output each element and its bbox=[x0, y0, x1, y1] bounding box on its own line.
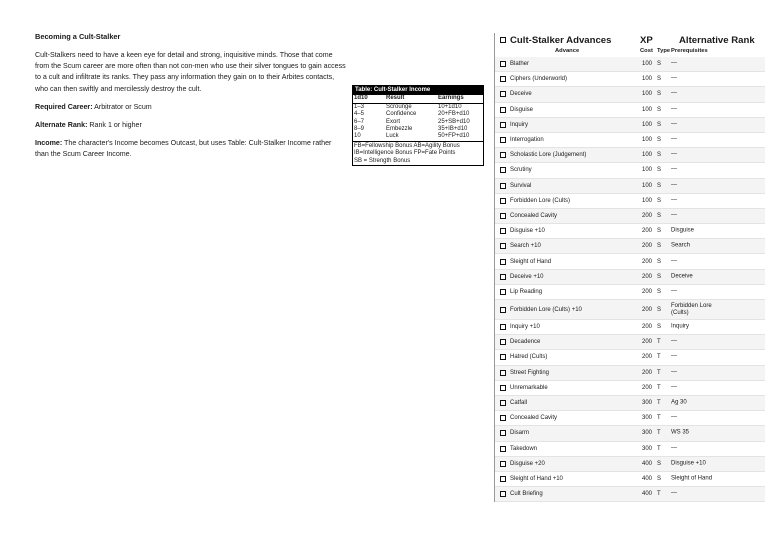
advance-row bbox=[495, 335, 765, 350]
advance-cost: 100 bbox=[641, 106, 652, 113]
advance-name: Disguise +10 bbox=[510, 228, 545, 235]
checkbox-icon[interactable] bbox=[500, 213, 506, 219]
advance-row bbox=[495, 72, 765, 87]
advance-cost: 300 bbox=[641, 400, 652, 407]
income-earnings: 35+IB+d10 bbox=[438, 126, 468, 133]
advance-type: T bbox=[657, 400, 661, 407]
advance-type: S bbox=[657, 258, 662, 265]
advance-prereq: — bbox=[671, 75, 677, 82]
advance-cost: 100 bbox=[641, 152, 652, 159]
advance-row bbox=[495, 487, 765, 502]
income-row bbox=[353, 133, 483, 140]
income-note: FB=Fellowship Bonus AB=Agility Bonus bbox=[354, 142, 460, 149]
income-result: Scrounge bbox=[386, 103, 412, 110]
checkbox-icon bbox=[500, 37, 506, 43]
advance-cost: 200 bbox=[641, 339, 652, 346]
checkbox-icon[interactable] bbox=[500, 274, 506, 280]
advance-name: Blather bbox=[510, 61, 530, 68]
advance-name: Disguise +20 bbox=[510, 460, 545, 467]
advance-prereq: — bbox=[671, 90, 677, 97]
advance-type: S bbox=[657, 76, 662, 83]
advance-prereq: — bbox=[671, 288, 677, 295]
advance-cost: 400 bbox=[641, 460, 652, 467]
income bbox=[35, 138, 347, 160]
advance-name: Street Fighting bbox=[510, 369, 550, 376]
income-table bbox=[352, 85, 484, 166]
advance-name: Forbidden Lore (Cults) bbox=[510, 197, 571, 204]
checkbox-icon[interactable] bbox=[500, 400, 506, 406]
advance-type: S bbox=[657, 106, 662, 113]
advance-name: Inquiry +10 bbox=[510, 324, 540, 331]
advance-cost: 200 bbox=[641, 228, 652, 235]
advance-name: Concealed Cavity bbox=[510, 212, 558, 219]
checkbox-icon[interactable] bbox=[500, 152, 506, 158]
advance-cost: 100 bbox=[641, 61, 652, 68]
advance-prereq: — bbox=[671, 182, 677, 189]
advance-row bbox=[495, 254, 765, 269]
advance-prereq: — bbox=[671, 338, 677, 345]
advance-cost: 200 bbox=[641, 354, 652, 361]
advance-cost: 200 bbox=[641, 258, 652, 265]
xp-title: XP bbox=[640, 35, 653, 46]
advance-cost: 200 bbox=[641, 243, 652, 250]
required-career-value: Arbitrator or Scum bbox=[92, 102, 152, 111]
advances-table bbox=[494, 33, 765, 502]
advance-name: Disguise bbox=[510, 106, 534, 113]
checkbox-icon[interactable] bbox=[500, 307, 506, 313]
advance-type: S bbox=[657, 228, 662, 235]
advance-prereq: — bbox=[671, 60, 677, 67]
advance-type: S bbox=[657, 475, 662, 482]
advance-type: T bbox=[657, 339, 661, 346]
alternate-rank bbox=[35, 120, 347, 131]
advance-type: S bbox=[657, 121, 662, 128]
advance-name: Search +10 bbox=[510, 243, 541, 250]
rank-title: Alternative Rank bbox=[679, 35, 755, 46]
advance-row bbox=[495, 103, 765, 118]
checkbox-icon[interactable] bbox=[500, 228, 506, 234]
advance-prereq: — bbox=[671, 384, 677, 391]
advance-row bbox=[495, 366, 765, 381]
checkbox-icon[interactable] bbox=[500, 385, 506, 391]
income-header-result: Result bbox=[385, 95, 437, 103]
advance-row bbox=[495, 148, 765, 163]
checkbox-icon[interactable] bbox=[500, 107, 506, 113]
col-cost: Cost bbox=[640, 48, 653, 54]
income-header-earnings: Earnings bbox=[437, 95, 483, 103]
required-career-label: Required Career: bbox=[35, 102, 93, 111]
advance-type: S bbox=[657, 273, 662, 280]
col-prereq: Prerequisites bbox=[671, 48, 708, 54]
advance-cost: 100 bbox=[641, 137, 652, 144]
advance-type: T bbox=[657, 415, 661, 422]
advance-row bbox=[495, 224, 765, 239]
advance-prereq: — bbox=[671, 197, 677, 204]
income-result: Embezzle bbox=[386, 126, 413, 133]
advance-cost: 100 bbox=[641, 197, 652, 204]
advance-row bbox=[495, 194, 765, 209]
advance-row bbox=[495, 381, 765, 396]
advance-cost: 200 bbox=[641, 384, 652, 391]
checkbox-icon[interactable] bbox=[500, 61, 506, 67]
checkbox-icon[interactable] bbox=[500, 415, 506, 421]
income-label: Income: bbox=[35, 139, 63, 148]
advance-name: Takedown bbox=[510, 445, 538, 452]
advance-prereq: — bbox=[671, 151, 677, 158]
income-value: The character's Income becomes Outcast, but uses Table: Cult-Stalker Income rather than the Scum Career Income. bbox=[35, 139, 332, 159]
checkbox-icon[interactable] bbox=[500, 198, 506, 204]
advance-name: Inquiry bbox=[510, 121, 529, 128]
required-career bbox=[35, 102, 347, 113]
advance-row bbox=[495, 350, 765, 365]
advance-prereq: WS 35 bbox=[671, 429, 690, 436]
advance-name: Deceive +10 bbox=[510, 273, 544, 280]
checkbox-icon[interactable] bbox=[500, 461, 506, 467]
advance-type: S bbox=[657, 324, 662, 331]
income-roll: 6–7 bbox=[354, 118, 365, 125]
advance-type: T bbox=[657, 491, 661, 498]
advance-prereq: — bbox=[671, 369, 677, 376]
income-earnings: 20+FB+d10 bbox=[438, 111, 470, 118]
advance-type: S bbox=[657, 460, 662, 467]
advance-cost: 400 bbox=[641, 475, 652, 482]
advance-cost: 100 bbox=[641, 167, 652, 174]
checkbox-icon[interactable] bbox=[500, 324, 506, 330]
advance-name: Cult Briefing bbox=[510, 491, 543, 498]
checkbox-icon[interactable] bbox=[500, 167, 506, 173]
advance-type: T bbox=[657, 354, 661, 361]
advance-name: Hatred (Cults) bbox=[510, 354, 548, 361]
advance-prereq: — bbox=[671, 445, 677, 452]
advance-prereq: — bbox=[671, 490, 677, 497]
checkbox-icon[interactable] bbox=[500, 339, 506, 345]
advance-row bbox=[495, 300, 765, 320]
advance-row bbox=[495, 133, 765, 148]
advance-name: Unremarkable bbox=[510, 384, 548, 391]
advance-row bbox=[495, 411, 765, 426]
checkbox-icon[interactable] bbox=[500, 91, 506, 97]
section-heading: Becoming a Cult-Stalker bbox=[35, 32, 121, 41]
income-note: IB=Intelligence Bonus FP=Fate Points bbox=[354, 150, 456, 157]
advance-row bbox=[495, 87, 765, 102]
advance-name: Concealed Cavity bbox=[510, 415, 558, 422]
advance-row bbox=[495, 118, 765, 133]
advance-name: Disarm bbox=[510, 430, 529, 437]
income-result: Confidence bbox=[386, 111, 417, 118]
advance-type: S bbox=[657, 197, 662, 204]
advance-name: Scrutiny bbox=[510, 167, 532, 174]
advance-row bbox=[495, 239, 765, 254]
advances-header bbox=[495, 33, 765, 57]
advance-prereq: Disguise +10 bbox=[671, 460, 706, 467]
advance-row bbox=[495, 426, 765, 441]
advance-type: T bbox=[657, 369, 661, 376]
advance-type: S bbox=[657, 243, 662, 250]
checkbox-icon[interactable] bbox=[500, 243, 506, 249]
advance-cost: 200 bbox=[641, 273, 652, 280]
alternate-rank-value: Rank 1 or higher bbox=[87, 121, 142, 130]
checkbox-icon[interactable] bbox=[500, 122, 506, 128]
income-row bbox=[353, 126, 483, 133]
advance-name: Decadence bbox=[510, 339, 541, 346]
advance-cost: 200 bbox=[641, 212, 652, 219]
advance-prereq: Ag 30 bbox=[671, 399, 687, 406]
advance-cost: 200 bbox=[641, 306, 652, 313]
advance-type: S bbox=[657, 91, 662, 98]
advance-row bbox=[495, 179, 765, 194]
col-type: Type bbox=[657, 48, 671, 54]
advance-row bbox=[495, 209, 765, 224]
advance-cost: 200 bbox=[641, 369, 652, 376]
income-header-roll: 1d10 bbox=[353, 95, 385, 103]
advance-prereq: — bbox=[671, 136, 677, 143]
income-result: Luck bbox=[386, 133, 399, 140]
income-roll: 4–5 bbox=[354, 111, 365, 118]
col-advance: Advance bbox=[555, 48, 580, 54]
advance-name: Ciphers (Underworld) bbox=[510, 76, 568, 83]
advance-name: Sleight of Hand bbox=[510, 258, 552, 265]
alternate-rank-label: Alternate Rank: bbox=[35, 121, 88, 130]
advance-cost: 100 bbox=[641, 182, 652, 189]
advance-type: S bbox=[657, 167, 662, 174]
income-earnings: 25+SB+d10 bbox=[438, 118, 470, 125]
income-earnings: 50+FP+d10 bbox=[438, 133, 470, 140]
checkbox-icon[interactable] bbox=[500, 183, 506, 189]
advance-type: S bbox=[657, 61, 662, 68]
checkbox-icon[interactable] bbox=[500, 430, 506, 436]
advance-type: T bbox=[657, 430, 661, 437]
advance-name: Catfall bbox=[510, 400, 528, 407]
advance-prereq: Sleight of Hand bbox=[671, 475, 713, 482]
advance-type: S bbox=[657, 306, 662, 313]
career-description bbox=[35, 32, 347, 168]
advance-row bbox=[495, 163, 765, 178]
advance-cost: 300 bbox=[641, 415, 652, 422]
income-earnings: 10+1d10 bbox=[438, 103, 462, 110]
advance-name: Interrogation bbox=[510, 137, 544, 144]
advance-prereq: — bbox=[671, 121, 677, 128]
advance-cost: 300 bbox=[641, 430, 652, 437]
checkbox-icon[interactable] bbox=[500, 491, 506, 497]
advance-type: S bbox=[657, 137, 662, 144]
advance-prereq: Search bbox=[671, 242, 691, 249]
advance-row bbox=[495, 396, 765, 411]
advance-prereq: Disguise bbox=[671, 227, 695, 234]
advance-row bbox=[495, 442, 765, 457]
description-paragraph: Cult-Stalkers need to have a keen eye for detail and strong, inquisitive minds. Those that come from the Scum career are more often than not con-men who use their silver tongues to gain access to a cult and infiltrate its ranks. They pass any information they gain on to their Arbites contacts, who can then swiftly and mercilessly destroy the cult. bbox=[35, 51, 346, 93]
advance-type: S bbox=[657, 182, 662, 189]
income-result: Exort bbox=[386, 118, 401, 125]
income-note: SB = Strength Bonus bbox=[354, 157, 411, 164]
checkbox-icon[interactable] bbox=[500, 137, 506, 143]
advance-prereq: Forbidden Lore (Cults) bbox=[671, 302, 712, 316]
income-row bbox=[353, 119, 483, 126]
advance-prereq: Inquiry bbox=[671, 323, 690, 330]
income-row bbox=[353, 103, 483, 111]
advance-row bbox=[495, 285, 765, 300]
advance-cost: 200 bbox=[641, 324, 652, 331]
advance-prereq: — bbox=[671, 353, 677, 360]
advance-cost: 200 bbox=[641, 288, 652, 295]
income-roll: 10 bbox=[354, 133, 361, 140]
checkbox-icon[interactable] bbox=[500, 370, 506, 376]
advance-cost: 100 bbox=[641, 91, 652, 98]
advance-row bbox=[495, 457, 765, 472]
income-roll: 8–9 bbox=[354, 126, 365, 133]
advance-prereq: — bbox=[671, 258, 677, 265]
advance-cost: 400 bbox=[641, 491, 652, 498]
checkbox-icon[interactable] bbox=[500, 446, 506, 452]
advance-cost: 300 bbox=[641, 445, 652, 452]
checkbox-icon[interactable] bbox=[500, 76, 506, 82]
advance-type: S bbox=[657, 288, 662, 295]
advance-name: Deceive bbox=[510, 91, 532, 98]
advance-row bbox=[495, 270, 765, 285]
advance-prereq: — bbox=[671, 414, 677, 421]
advance-type: T bbox=[657, 384, 661, 391]
checkbox-icon[interactable] bbox=[500, 259, 506, 265]
advance-name: Lip Reading bbox=[510, 288, 543, 295]
advance-cost: 100 bbox=[641, 76, 652, 83]
income-table-caption: Table: Cult-Stalker Income bbox=[353, 86, 483, 95]
advance-name: Sleight of Hand +10 bbox=[510, 475, 563, 482]
advance-row bbox=[495, 57, 765, 72]
advance-name: Survival bbox=[510, 182, 532, 189]
advance-prereq: — bbox=[671, 212, 677, 219]
advance-row bbox=[495, 320, 765, 335]
checkbox-icon[interactable] bbox=[500, 476, 506, 482]
income-table-notes bbox=[353, 141, 483, 165]
checkbox-icon[interactable] bbox=[500, 354, 506, 360]
advance-type: T bbox=[657, 445, 661, 452]
advance-prereq: — bbox=[671, 166, 677, 173]
checkbox-icon[interactable] bbox=[500, 289, 506, 295]
advance-prereq: — bbox=[671, 106, 677, 113]
advance-cost: 100 bbox=[641, 121, 652, 128]
advance-type: S bbox=[657, 212, 662, 219]
advance-row bbox=[495, 472, 765, 487]
advance-name: Scholastic Lore (Judgement) bbox=[510, 152, 587, 159]
advance-name: Forbidden Lore (Cults) +10 bbox=[510, 306, 582, 313]
advances-title: Cult-Stalker Advances bbox=[510, 35, 612, 46]
income-roll: 1–3 bbox=[354, 103, 365, 110]
income-row bbox=[353, 111, 483, 118]
advance-prereq: Deceive bbox=[671, 273, 693, 280]
advance-type: S bbox=[657, 152, 662, 159]
